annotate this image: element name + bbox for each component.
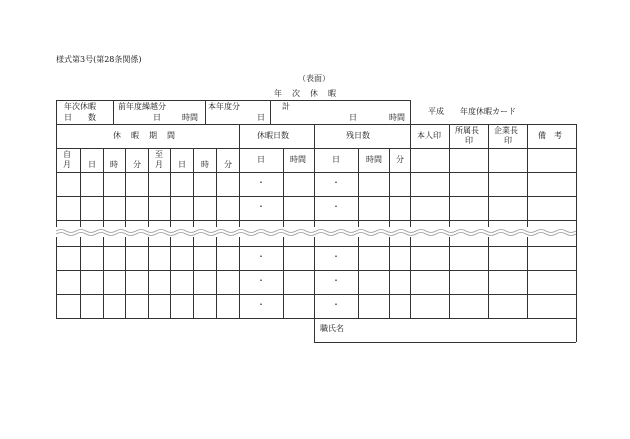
from-month-label: 月 [63,160,71,169]
carried-over-label: 前年度繰越分 [118,102,166,111]
to-hour-label: 時 [201,160,209,169]
annual-leave-label: 年次休暇 [64,102,96,111]
card-title: 平成 年度休暇カード [428,107,516,116]
annual-leave-days-label: 日 数 [64,113,96,122]
from-minute-label: 分 [133,160,141,169]
company-head-seal-header: 企業長 [494,126,518,135]
leave-period-header: 休 暇 期 間 [113,131,176,140]
from-hour-label: 時 [110,160,118,169]
remaining-hour-label: 時間 [366,155,382,164]
form-number: 様式第3号(第28条関係) [56,55,142,64]
total-label: 計 [282,102,290,111]
self-seal-header: 本人印 [417,131,441,140]
leave-days-header: 休暇日数 [257,131,289,140]
company-head-seal-mark: 印 [504,136,512,145]
carried-over-hour-unit: 時間 [182,113,198,122]
row-break-wave [56,227,576,237]
remaining-days-header: 残日数 [346,131,370,140]
remarks-header: 備 考 [538,131,562,140]
from-day-label: 日 [88,160,96,169]
leave-days-day-label: 日 [257,155,265,164]
total-day-unit: 日 [349,113,357,122]
row-marker: ・ [332,276,340,285]
current-year-label: 本年度分 [208,102,240,111]
row-marker: ・ [257,300,265,309]
leave-days-hour-label: 時間 [290,155,306,164]
row-marker: ・ [332,300,340,309]
dept-head-seal-header: 所属長 [455,126,479,135]
to-day-label: 日 [178,160,186,169]
remaining-minute-label: 分 [396,155,404,164]
remaining-day-label: 日 [332,155,340,164]
row-marker: ・ [257,252,265,261]
from-label: 自 [63,150,71,159]
to-label: 至 [155,150,163,159]
dept-head-seal-mark: 印 [465,136,473,145]
current-year-day-unit: 日 [257,113,265,122]
row-marker: ・ [257,276,265,285]
form-face-label: （表面） [298,74,330,83]
to-minute-label: 分 [224,160,232,169]
position-name-label: 職氏名 [320,324,344,333]
page-title: 年 次 休 暇 [274,89,337,98]
to-month-label: 月 [155,160,163,169]
total-hour-unit: 時間 [389,113,405,122]
row-marker: ・ [332,252,340,261]
row-marker: ・ [332,202,340,211]
row-marker: ・ [332,178,340,187]
row-marker: ・ [257,202,265,211]
carried-over-day-unit: 日 [153,113,161,122]
row-marker: ・ [257,178,265,187]
